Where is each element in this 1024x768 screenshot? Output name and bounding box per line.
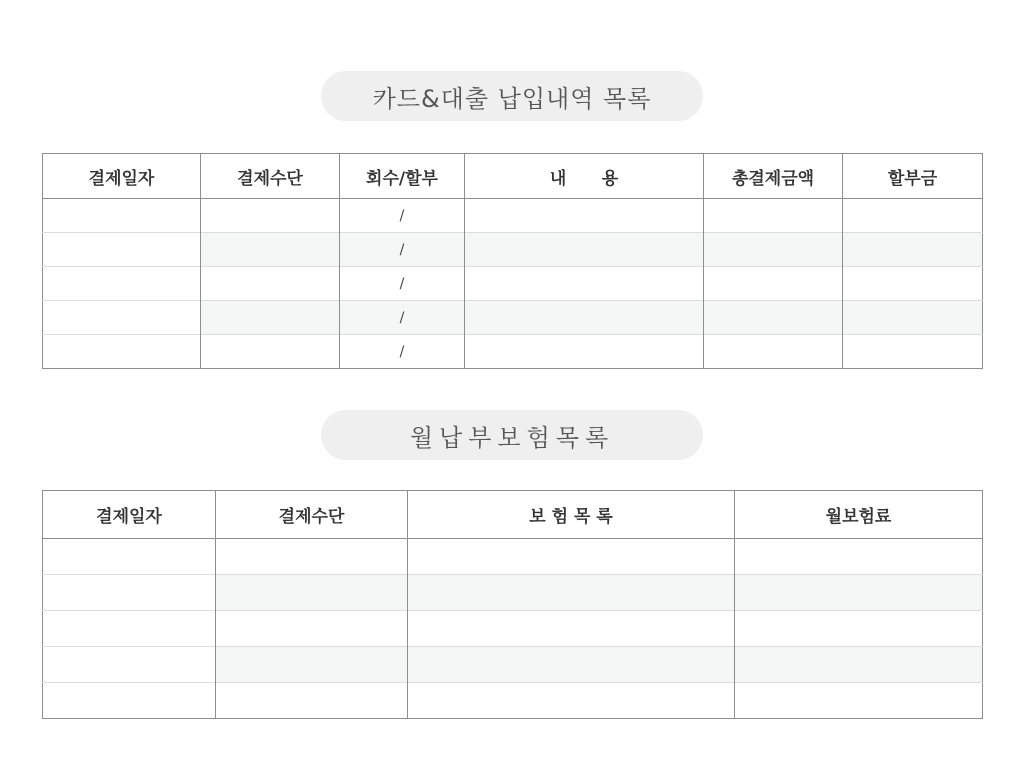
table-cell[interactable] [843,267,983,301]
table-cell[interactable] [465,301,704,335]
header-total-amount: 총결제금액 [704,154,843,199]
table-cell[interactable] [43,335,201,369]
table-cell[interactable] [43,267,201,301]
table-cell[interactable] [408,647,735,683]
table-cell[interactable] [408,575,735,611]
table-row [43,301,983,335]
header-monthly-premium: 월보험료 [735,491,983,539]
table-cell[interactable] [465,267,704,301]
table-cell[interactable] [43,647,216,683]
table-cell[interactable] [735,611,983,647]
card-loan-section-title: 카드&대출 납입내역 목록 [321,71,703,121]
table-cell[interactable] [408,539,735,575]
table-cell[interactable] [201,301,340,335]
table-cell[interactable] [843,301,983,335]
table-row [43,199,983,233]
table-cell[interactable]: / [340,233,465,267]
table-cell[interactable] [43,539,216,575]
table-cell[interactable] [843,233,983,267]
table-cell[interactable] [704,301,843,335]
table-cell[interactable] [201,267,340,301]
table-cell[interactable] [465,233,704,267]
table-row [43,575,983,611]
table-cell[interactable] [735,539,983,575]
table-cell[interactable] [43,683,216,719]
table-cell[interactable] [43,611,216,647]
table-row [43,539,983,575]
table-cell[interactable] [216,611,408,647]
header-insurance-list: 보 험 목 록 [408,491,735,539]
insurance-section-title: 월납부보험목록 [321,410,703,460]
table-cell[interactable] [43,301,201,335]
table-cell[interactable] [216,575,408,611]
header-installment-amount: 할부금 [843,154,983,199]
header-installment-count: 회수/할부 [340,154,465,199]
table-cell[interactable] [735,575,983,611]
table-cell[interactable] [735,683,983,719]
table-header-row [43,491,983,539]
table-cell[interactable] [408,683,735,719]
header-description: 내 용 [465,154,704,199]
table-cell[interactable] [704,233,843,267]
table-row [43,611,983,647]
table-cell[interactable] [216,539,408,575]
table-cell[interactable] [216,647,408,683]
table-cell[interactable]: / [340,335,465,369]
table-cell[interactable] [843,199,983,233]
header-payment-method: 결제수단 [201,154,340,199]
table-cell[interactable] [201,233,340,267]
header-payment-date: 결제일자 [43,154,201,199]
table-cell[interactable] [408,611,735,647]
insurance-payment-table [42,490,983,719]
table-header-row [43,154,983,199]
table-cell[interactable] [43,199,201,233]
table-row [43,233,983,267]
table-cell[interactable]: / [340,301,465,335]
header-payment-method: 결제수단 [216,491,408,539]
table-cell[interactable] [704,267,843,301]
table-cell[interactable] [704,199,843,233]
table-row [43,647,983,683]
table-cell[interactable] [43,575,216,611]
table-cell[interactable] [201,199,340,233]
table-cell[interactable] [843,335,983,369]
table-row [43,267,983,301]
table-cell[interactable]: / [340,267,465,301]
table-cell[interactable]: / [340,199,465,233]
table-row [43,335,983,369]
table-cell[interactable] [465,199,704,233]
table-cell[interactable] [465,335,704,369]
table-cell[interactable] [43,233,201,267]
table-cell[interactable] [735,647,983,683]
card-loan-payment-table [42,153,983,369]
table-row [43,683,983,719]
table-cell[interactable] [216,683,408,719]
header-payment-date: 결제일자 [43,491,216,539]
table-cell[interactable] [201,335,340,369]
table-cell[interactable] [704,335,843,369]
